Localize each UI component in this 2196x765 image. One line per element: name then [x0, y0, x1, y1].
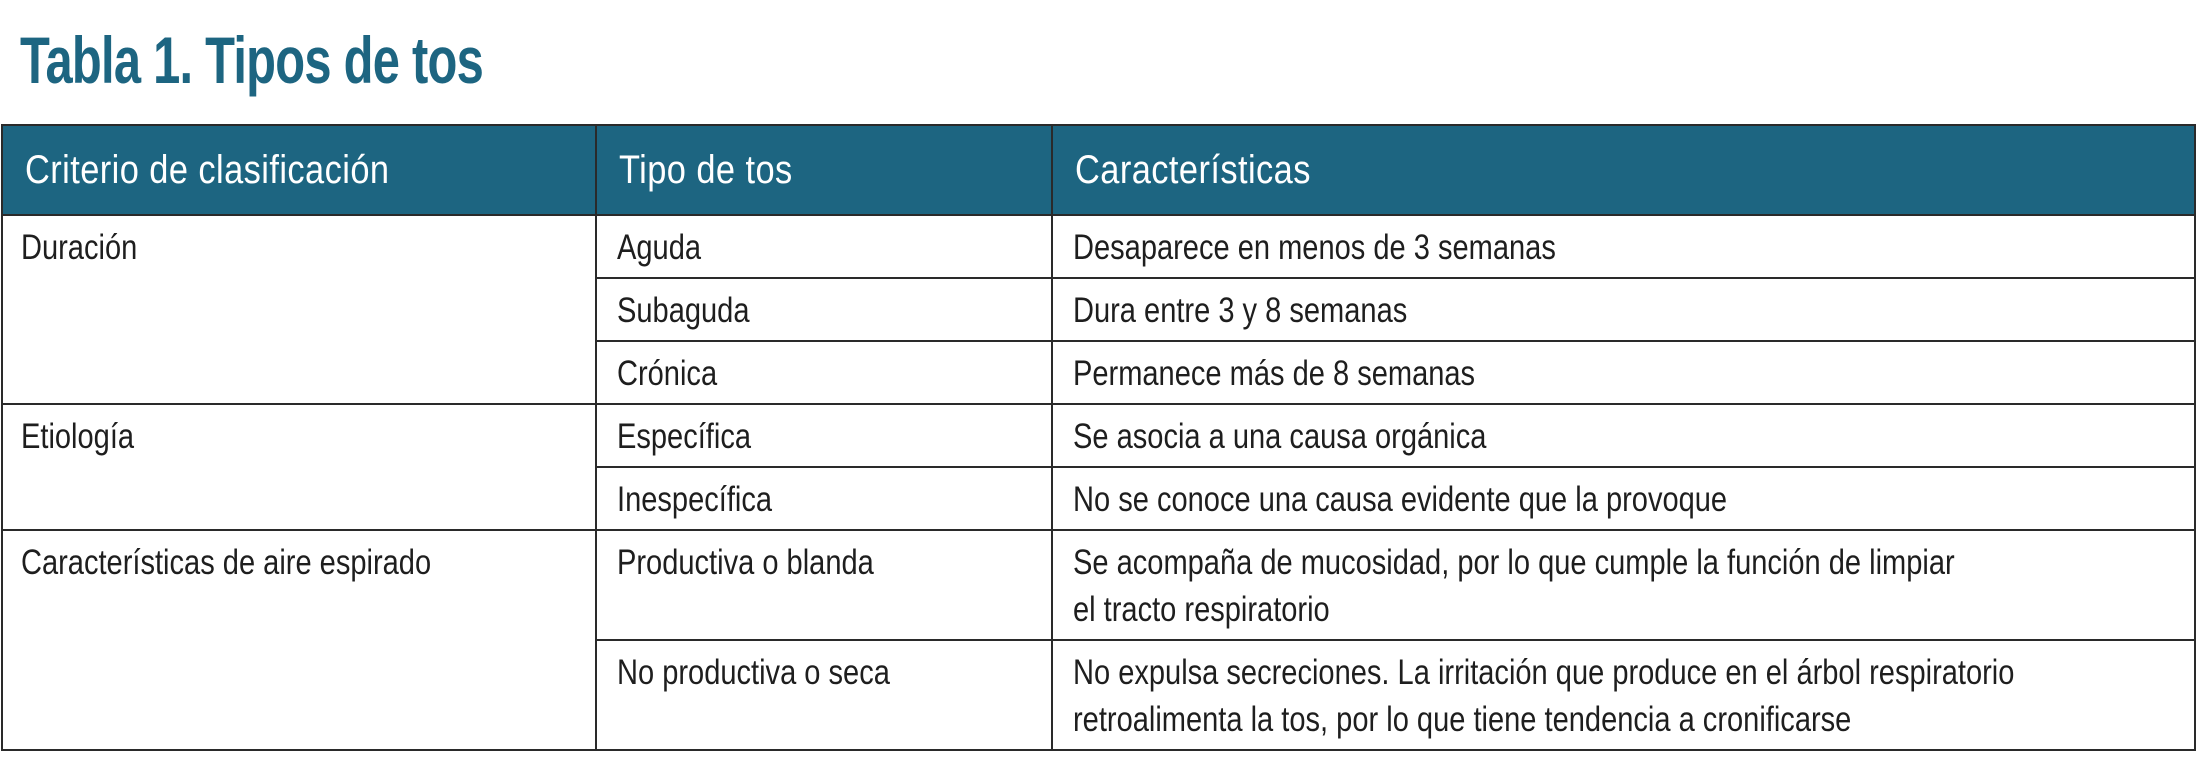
- tipo-cell: Aguda: [596, 215, 1052, 278]
- criterio-cell: Características de aire espirado: [2, 530, 596, 750]
- caracteristicas-cell: Permanece más de 8 semanas: [1052, 341, 2195, 404]
- table-row: [2, 530, 2195, 640]
- criterio-cell: Duración: [2, 215, 596, 404]
- tipo-cell: Inespecífica: [596, 467, 1052, 530]
- cough-types-table: [1, 124, 2196, 751]
- tipo-cell: Específica: [596, 404, 1052, 467]
- caracteristicas-cell: Se asocia a una causa orgánica: [1052, 404, 2195, 467]
- header-criterio: Criterio de clasificación: [2, 125, 596, 215]
- caracteristicas-cell: No expulsa secreciones. La irritación que produce en el árbol respiratorio retroalimenta la tos, por lo que tiene tendencia a cronificarse: [1052, 640, 2195, 750]
- header-caracteristicas: Características: [1052, 125, 2195, 215]
- caracteristicas-cell: Dura entre 3 y 8 semanas: [1052, 278, 2195, 341]
- tipo-cell: Crónica: [596, 341, 1052, 404]
- table-row: [2, 404, 2195, 467]
- header-tipo: Tipo de tos: [596, 125, 1052, 215]
- tipo-cell: Subaguda: [596, 278, 1052, 341]
- table-title: Tabla 1. Tipos de tos: [20, 23, 484, 97]
- caracteristicas-cell: No se conoce una causa evidente que la provoque: [1052, 467, 2195, 530]
- caracteristicas-cell: Se acompaña de mucosidad, por lo que cumple la función de limpiar el tracto respiratorio: [1052, 530, 2195, 640]
- table-row: [2, 215, 2195, 278]
- tipo-cell: Productiva o blanda: [596, 530, 1052, 640]
- tipo-cell: No productiva o seca: [596, 640, 1052, 750]
- caracteristicas-cell: Desaparece en menos de 3 semanas: [1052, 215, 2195, 278]
- table-header-row: [2, 125, 2195, 215]
- criterio-cell: Etiología: [2, 404, 596, 530]
